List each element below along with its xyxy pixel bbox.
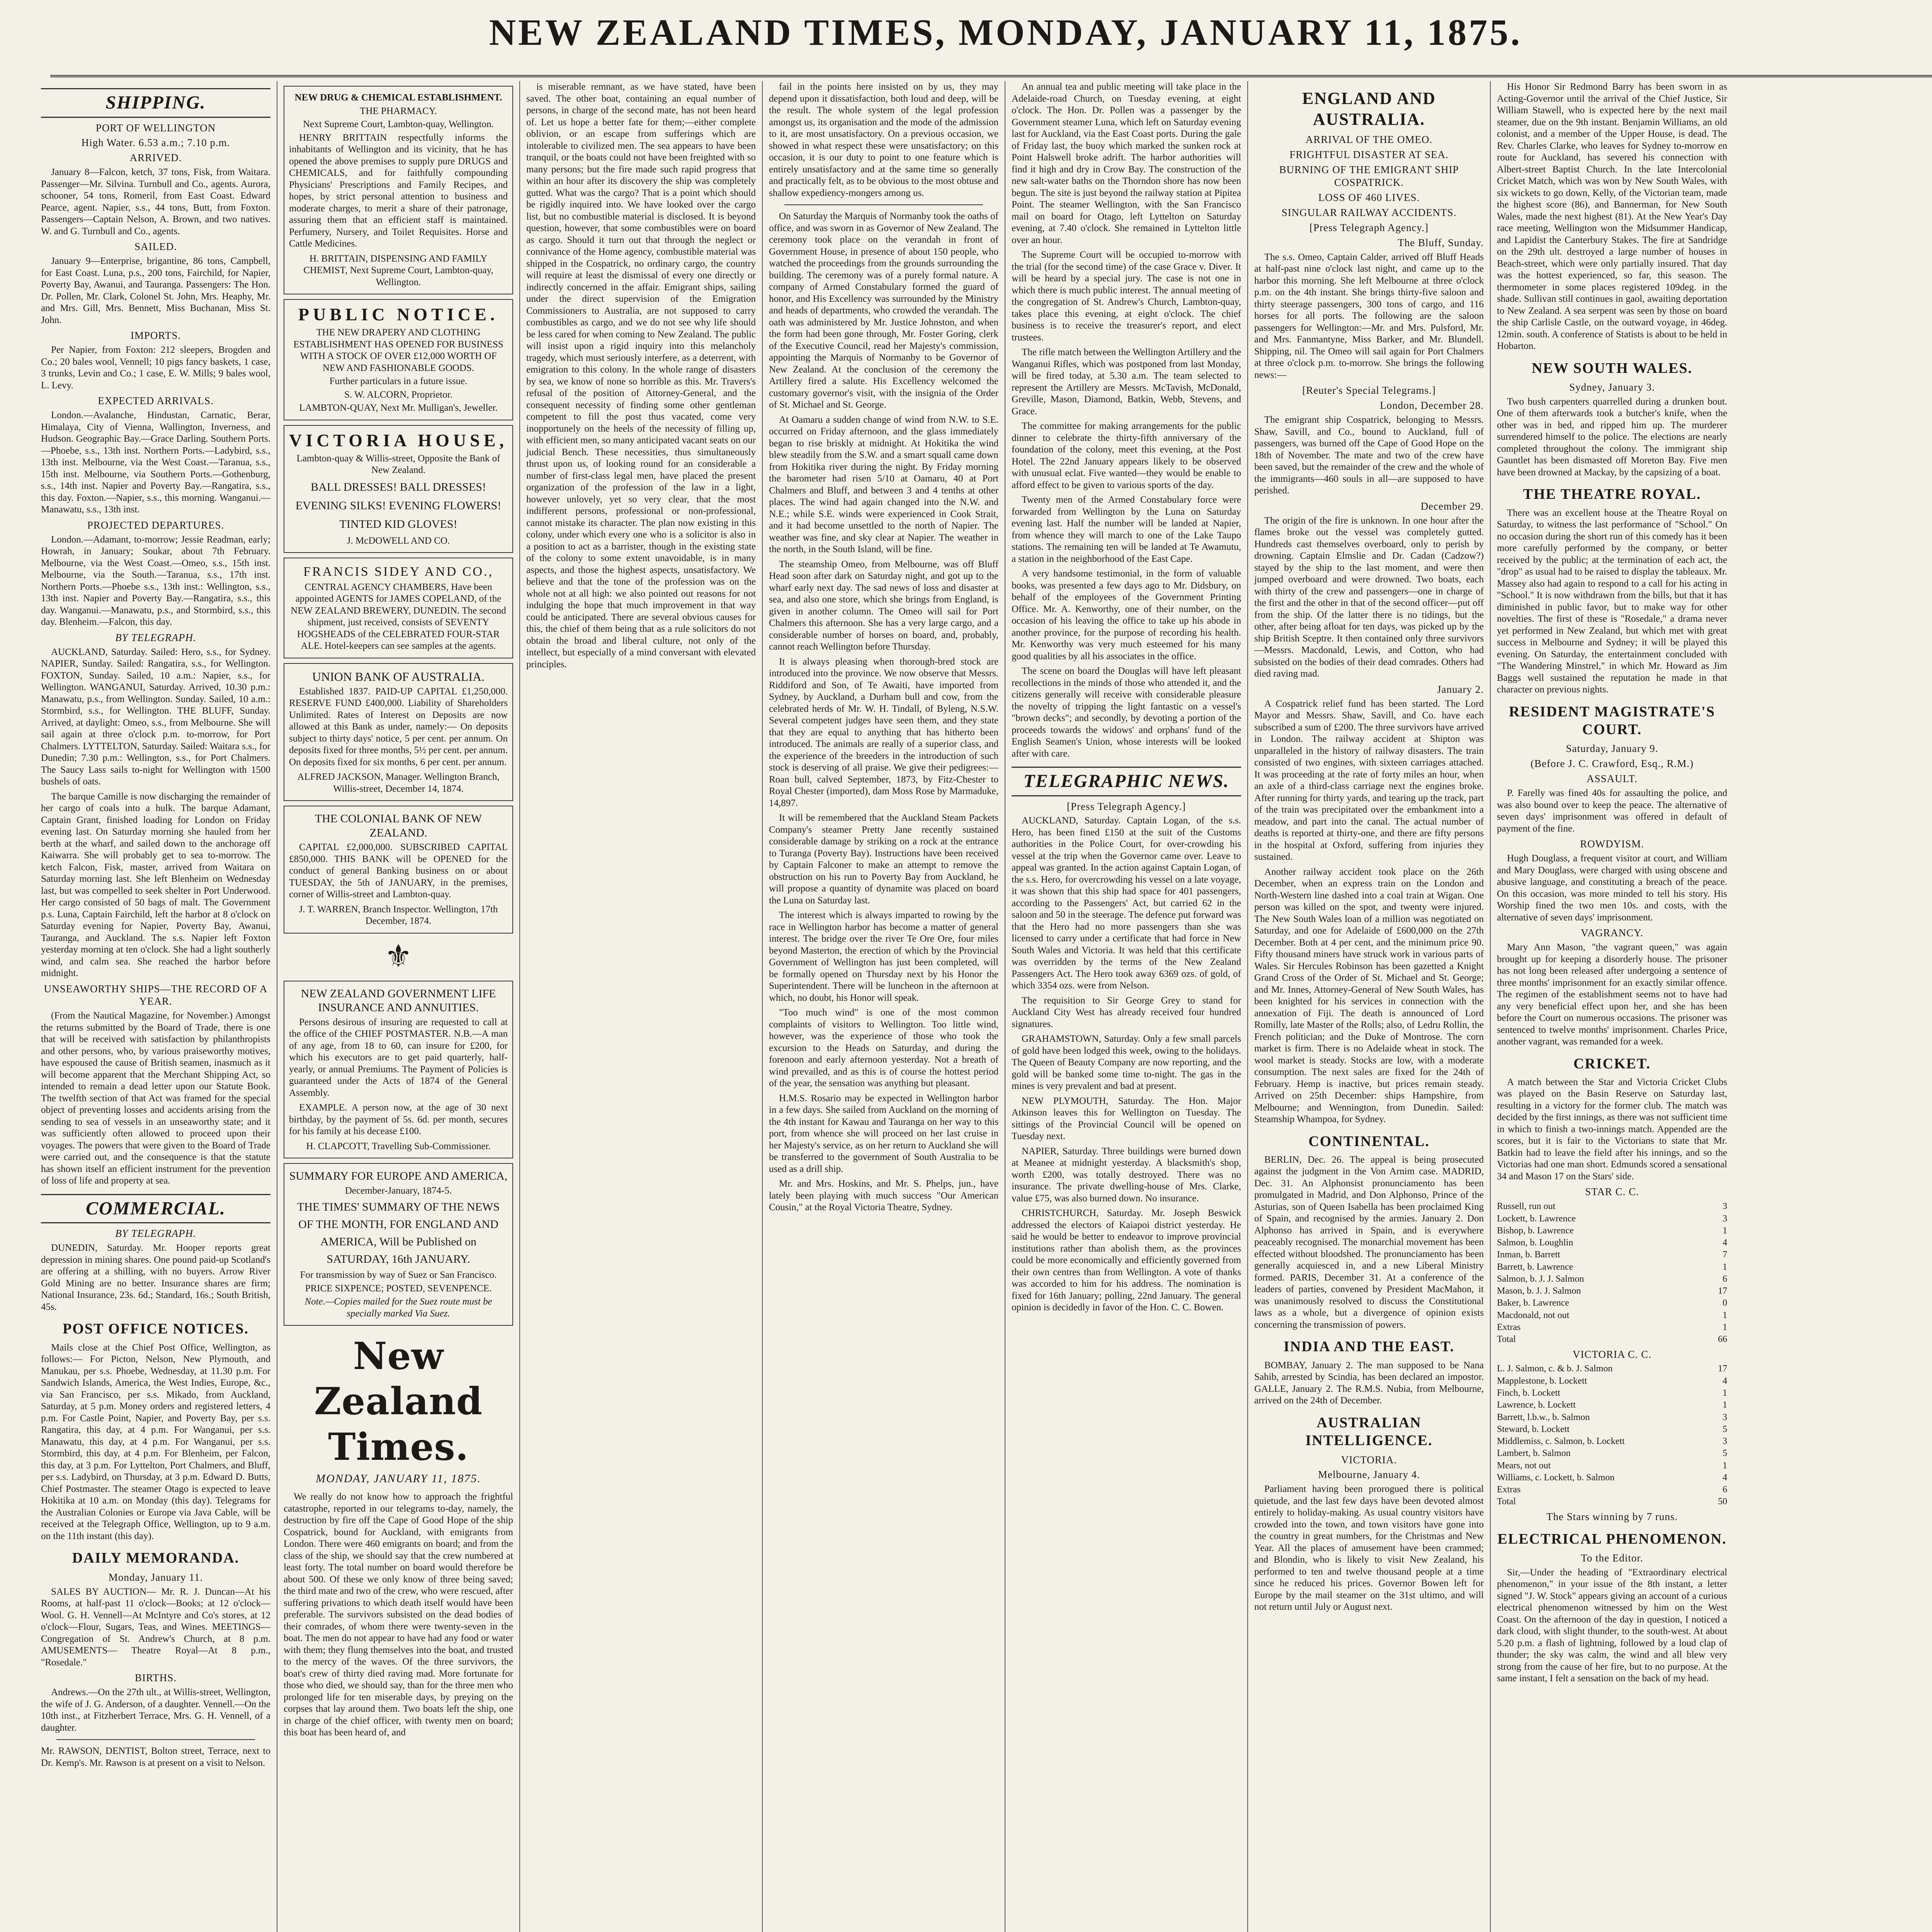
- divider: [56, 1739, 255, 1740]
- column-4: [763, 81, 1005, 1932]
- score-row: [1497, 1412, 1727, 1423]
- port-heading: PORT OF WELLINGTON: [95, 122, 216, 134]
- batsman-name: Finch, b. Lockett: [1497, 1388, 1560, 1398]
- victoria-sign: J. McDOWELL AND CO.: [347, 535, 450, 546]
- assault-heading: ASSAULT.: [1587, 773, 1638, 785]
- colonial-bank-advert: [284, 806, 513, 934]
- victoria-cc-heading: VICTORIA C. C.: [1572, 1348, 1652, 1360]
- memoranda-date: Monday, January 11.: [108, 1571, 203, 1583]
- public-heading: PUBLIC NOTICE.: [298, 304, 499, 324]
- victoria-text: Parliament having been prorogued there is political quietude, and the last few days have been devoted almost entirely to holiday-making. As usual country visitors have crowded into the town, and town visitors have gone into the country in great numbers, for the Christmas and New Year. All the places of amusement have been crammed; and Blondin, who is likely to visit New Zealand, his performed to ten and twelve thousand people at a time since he reduced his prices. Governor Bowen left for Europe by the mail steamer on the 31st ultimo, and will not return until July or August next.: [1254, 1484, 1484, 1612]
- postoffice-heading: POST OFFICE NOTICES.: [63, 1321, 249, 1337]
- newspaper-nameplate: New Zealand Times.: [314, 1334, 483, 1469]
- batsman-runs: 4: [1723, 1472, 1727, 1483]
- crest-icon: ⚜: [384, 939, 412, 974]
- nsw-heading: NEW SOUTH WALES.: [1531, 360, 1692, 376]
- rowdyism-heading: ROWDYISM.: [1580, 838, 1644, 850]
- nameplate-date: MONDAY, JANUARY 11, 1875.: [316, 1472, 481, 1485]
- relief-text: A Cospatrick relief fund has been started. The Lord Mayor and Messrs. Shaw, Savill, and Co. have each subscribed a sum of £200. The three survivors have arrived in London. The railway accident at Shipton was unparalleled in the history of railway disasters. The train consisted of two engines, with sixteen carriages attached. It was proceeding at the rate of forty miles an hour, when an axle of a third-class carriage next the engines broke. After running for thirty yards, and tearing up the track, part of the train was precipitated over the embankment into a meadow, and part into the canal. The actual number of deaths is reported at thirty-one, and there are fifty persons in the hospital at Oxford, suffering from injuries they sustained.: [1254, 698, 1484, 862]
- governor-text: On Saturday the Marquis of Normanby took the oaths of office, and was sworn in as Governor of New Zealand. The ceremony took place on the verandah in front of Government House, in presence of about 150 people, who watched the proceedings from the grounds surrounding the building. The ceremony was of a purely formal nature. A company of Armed Constabulary formed the guard of honor, and His Excellency was surrounded by the Ministry and heads of departments, who crowded the verandah. The oath was administered by Mr. Justice Johnston, and when the form had been gone through, Mr. Foster Goring, clerk of the Executive Council, read her Majesty's commission, appointing the Marquis of Normanby to be Governor of New Zealand. At the conclusion of the ceremony the Artillery fired a salute. His Excellency welcomed the customary governor's visit, with the insignia of the Order of St. Michael and St. George.: [769, 211, 998, 410]
- commercial-text: DUNEDIN, Saturday. Mr. Hooper reports great depression in mining shares. One pound paid-up Scotland's are offering at a shilling, with no buyers. Arrow River Gold Mining are no better. Insurance shares are firm; National Insurance, 23s. 6d.; Standard, 16s.; South British, 45s.: [41, 1243, 270, 1312]
- telegraphic-text: AUCKLAND, Saturday. Captain Logan, of the s.s. Hero, has been fined £150 at the suit of the Customs authorities in the Police Court, for over-crowding his vessel at the trip when the Governor came over. Leave to appeal was granted. In the action against Captain Logan, of the s.s. Hero, for overcrowding his vessel on a late voyage, it was shown that this ship had space for 401 passengers, according to the Passengers' Act, but carried 62 in the saloon and 50 in the steerage. The defence put forward was that the Hero had no more passengers than she was licensed to carry under a certificate that had force in New South Wales and Victoria. It was held that this certificate was overridden by the terms of the New Zealand Passengers Act. The Hero took away 6369 ozs. of gold, of which 3354 ozs. were from Nelson.: [1012, 815, 1241, 991]
- editorial-text: We really do not know how to approach the frightful catastrophe, reported in our telegrams to-day, namely, the destruction by fire off the Cape of Good Hope of the ship Cospatrick, bound for Auckland, with emigrants from London. There were 460 emigrants on board; and from the class of the ship, we should say that the crew numbered at least forty. The total number on board would therefore be about 500. Of these we only know of three being saved; the third mate and two of the crew, who were rescued, after suffering privations to which death itself would have been preferable. The survivors subsisted on the dead bodies of their comrades, of whom there were twenty-seven in the boat. The men do not appear to have had any food or water with them; they flung themselves into the boat, and trusted to the mercy of the waves. Of the three survivors, the boat's crew of thirty died raving mad. More fortunate for those who died, we should say, than for the three men who prolonged life for ten miserable days, by preying on the corpses that lay around them. Two boats left the ship, one in charge of the chief officer, with twenty men on board; this boat has been heard of, and: [284, 1492, 513, 1738]
- batsman-name: Baker, b. Lawrence: [1497, 1298, 1569, 1308]
- union-heading: UNION BANK OF AUSTRALIA.: [312, 669, 485, 684]
- life-example: EXAMPLE. A person now, at the age of 30 next birthday, by the payment of 5s. 6d. per month, secures for his family at his decease £100.: [289, 1102, 508, 1137]
- dinner-text: The committee for making arrangements for the public dinner to celebrate the thirty-fifth anniversary of the foundation of the colony, meet this evening, at the Post Hotel. The 22nd January appears likely to be observed with unusual eclat. Five wanted—they would be enable to afford effect to be given to various sports of the day.: [1012, 421, 1241, 490]
- place-label: The Bluff, Sunday.: [1398, 236, 1484, 248]
- colonial-heading: THE COLONIAL BANK OF NEW ZEALAND.: [315, 812, 482, 839]
- summary-advert: [284, 1163, 513, 1326]
- colonial-sign: J. T. WARREN, Branch Inspector. Wellington, 17th December, 1874.: [299, 904, 498, 927]
- star-scores: [1497, 1201, 1727, 1345]
- court-date: Saturday, January 9.: [1566, 743, 1658, 755]
- column-5: [1005, 81, 1248, 1932]
- summary-date: December-January, 1874-5.: [345, 1185, 452, 1196]
- victoria-scores: [1497, 1363, 1727, 1508]
- score-row: [1497, 1496, 1727, 1508]
- requisition-text: The requisition to Sir George Grey to stand for Auckland City West has already received four hundred signatures.: [1012, 995, 1241, 1029]
- rawson-notice: Mr. RAWSON, DENTIST, Bolton street, Terrace, next to Dr. Kemp's. Mr. Rawson is at present on a visit to Nelson.: [41, 1746, 270, 1768]
- births-heading: BIRTHS.: [134, 1672, 177, 1684]
- batsman-runs: 17: [1718, 1286, 1727, 1296]
- batsman-runs: 3: [1723, 1201, 1727, 1212]
- nsw-text: Two bush carpenters quarrelled during a drunken bout. One of them afterwards took a butcher's knife, when the other was in bed, and ripped him up. The murderer surrendered himself to the police. The elections are nearly completed throughout the colony. The immigrant ship Gauntlet has been dismasted off Moreton Bay. Five men have been drowned at Mackay, by the capsizing of a boat.: [1497, 396, 1727, 478]
- theatre-heading: THE THEATRE ROYAL.: [1523, 486, 1701, 503]
- public-text: THE NEW DRAPERY AND CLOTHING ESTABLISHMENT HAS OPENED FOR BUSINESS WITH A STOCK OF OVER £12,000 WORTH OF NEW AND FASHIONABLE GOODS.: [293, 327, 503, 373]
- summary-price: PRICE SIXPENCE; POSTED, SEVENPENCE.: [305, 1283, 492, 1294]
- batsman-name: Extras: [1497, 1485, 1521, 1495]
- public-note: Further particulars in a future issue.: [329, 376, 468, 387]
- life-insurance-advert: [284, 981, 513, 1159]
- memoranda-text: SALES BY AUCTION— Mr. R. J. Duncan—At his Rooms, at half-past 11 o'clock—Books; at 12 o'clock—Wool. G. H. Vennell—At McIntyre and Co's stores, at 12 o'clock—Flour, Sugars, Teas, and Wines. MEETINGS— Congregation of St. Andrew's Church, at 8 p.m. AMUSEMENTS— Theatre Royal—At 8 p.m., "Rosedale.": [41, 1586, 270, 1668]
- expected-heading: EXPECTED ARRIVALS.: [98, 395, 214, 407]
- batsman-name: Russell, run out: [1497, 1201, 1556, 1212]
- vagrancy-heading: VAGRANCY.: [1581, 927, 1643, 939]
- page-title: NEW ZEALAND TIMES, MONDAY, JANUARY 11, 1875.: [489, 12, 1522, 53]
- batsman-name: Macdonald, not out: [1497, 1310, 1570, 1320]
- steam-text: It will be remembered that the Auckland Steam Packets Company's steamer Pretty Jane recently sustained considerable damage by striking on a rock at the entrance to Turanga (Poverty Bay). Instructions have been received by Captain Falconer to make an attempt to remove the obstruction on his run to Poverty Bay from Auckland, he will propose a quantity of dynamite was placed on board the Luna on Saturday last.: [769, 813, 998, 906]
- score-row: [1497, 1484, 1727, 1496]
- continental-text: BERLIN, Dec. 26. The appeal is being prosecuted against the judgment in the Von Arnim case. MADRID, Dec. 31. An Alphonsist pronunciamento has been promulgated in Madrid, and Don Alphonso, Prince of the Asturias, son of Queen Isabella has been proclaimed King of Spain, and recognised by the armies. January 2. Don Alphonso has arrived in Spain, and is everywhere peaceably recognised. The monarchial movement has been effected without bloodshed. The pronunciamento has been generally acquiesced in, and a new Liberal Ministry formed. PARIS, December 31. At a conference of the leaders of parties, convened by President MacMahon, it was unanimously resolved to discuss the Constitutional laws as a whole, but a divergence of opinion exists concerning the transmission of powers.: [1254, 1154, 1484, 1330]
- testimonial-text: A very handsome testimonial, in the form of valuable books, was presented a few days ago to Mr. Didsbury, on behalf of the employees of the Government Printing Office. Mr. A. Kenworthy, one of their number, on the occasion of his leaving the office to take up his abode in another province, for the purpose of recording his health. Mr. Kenworthy was very much esteemed for his many good qualities by all his associates in the office.: [1012, 568, 1241, 662]
- batsman-name: Salmon, b. Loughlin: [1497, 1238, 1573, 1248]
- divider: [784, 204, 983, 205]
- plymouth-text: NEW PLYMOUTH, Saturday. The Hon. Major Atkinson leaves this for Wellington on Tuesday. The sittings of the Provincial Council will be opened on Tuesday next.: [1012, 1095, 1241, 1142]
- summary-heading: SUMMARY FOR EUROPE AND AMERICA,: [289, 1170, 508, 1183]
- batsman-name: Middlemiss, c. Salmon, b. Lockett: [1497, 1436, 1625, 1447]
- births-text: Andrews.—On the 27th ult., at Willis-street, Wellington, the wife of J. G. Anderson, of a daughter. Vennell.—On the 10th inst., at Fitzherbert Terrace, Mrs. G. H. Vennell, of a daughter.: [41, 1687, 270, 1733]
- cospatrick-sub: BURNING OF THE EMIGRANT SHIP COSPATRICK.: [1279, 164, 1459, 189]
- weather-text: At Oamaru a sudden change of wind from N.W. to S.E. occurred on Friday afternoon, and the glass immediately began to rise briskly at midnight. At Hokitika the wind blew steadily from the S.W. and a smart squall came down from Hokitika river during the night. By Friday morning the barometer had risen 5/10 at Oamaru, 40 at Port Chalmers and Bluff, and between 3 and 4 tenths at other places. The wind had again changed into the N.W. and N.E.; while S.E. winds were experienced in Cook Strait, and it had become unsettled to the north of Napier. The weather was fine, and sky clear at Napier. The weather in the north, in the South Island, will be fine.: [769, 414, 998, 554]
- score-row: [1497, 1460, 1727, 1472]
- victoria-heading: VICTORIA HOUSE,: [289, 430, 508, 450]
- score-row: [1497, 1387, 1727, 1399]
- projected-text: London.—Adamant, to-morrow; Jessie Readman, early; Howrah, in January; Soukar, about 7th February. Melbourne, via the West Coast.—Omeo, s.s., 15th inst. Melbourne, via the South.—Taranua, s.s., 17th inst. Northern Ports.—Phoebe s.s., 13th inst.: Wellington, s.s., 13th inst. Napier and Poverty Bay.—Rangatira, s.s., this day. Wanganui.—Manawatu, p.s., and Stormbird, s.s., this day. Blenheim.—Falcon, this day.: [41, 534, 270, 628]
- rowdyism-text: Hugh Douglass, a frequent visitor at court, and William and Mary Douglass, were charged with using obscene and abusive language, and constituting a breach of the peace. On this occasion, was more minded to tell his story. His Worship fined the two men 10s. and costs, with the alternative of seven days' imprisonment.: [1497, 853, 1727, 923]
- score-row: [1497, 1285, 1727, 1297]
- batsman-runs: 6: [1723, 1274, 1727, 1284]
- batsman-name: Williams, c. Lockett, b. Salmon: [1497, 1472, 1615, 1483]
- batsman-name: Lawrence, b. Lockett: [1497, 1400, 1576, 1410]
- score-row: [1497, 1310, 1727, 1321]
- score-row: [1497, 1333, 1727, 1345]
- drug-sub: THE PHARMACY.: [360, 105, 437, 116]
- batsman-runs: 50: [1718, 1497, 1727, 1507]
- summary-note: Note.—Copies mailed for the Suez route must be specially marked Via Suez.: [304, 1296, 492, 1319]
- batsman-name: Lockett, b. Lawrence: [1497, 1213, 1576, 1224]
- batsman-name: Barrett, b. Lawrence: [1497, 1262, 1573, 1272]
- theatre-text: There was an excellent house at the Theatre Royal on Saturday, to witness the last performance of "School." On no occasion during the short run of this comedy has it been more carefully performed by the company, or better received by the public; at the termination of each act, the "drop" as usual had to be raised to display the tableaux. Mr. Massey also had again to respond to a call for his acting in "School." It is now withdrawn from the bills, but that it has diminished in public favor, but to make way for other novelties. The first of these is "Rosedale," a drama never yet performed in New Zealand, but which met with great success in Melbourne and Sydney; it will be played this evening. On Saturday, the entertainment concluded with "The Wandering Minstrel," in which Mr. Howard as Jim Baggs well sustained the reputation he made in that character on previous nights.: [1497, 507, 1727, 695]
- telegraphic-heading: TELEGRAPHIC NEWS.: [1012, 767, 1241, 796]
- dec29-date: December 29.: [1420, 500, 1484, 512]
- assault-text: P. Farelly was fined 40s for assaulting the police, and was also bound over to keep the peace. The alternative of seven days' imprisonment was offered in default of payment of the fine.: [1497, 788, 1727, 834]
- sailed-text: January 9—Enterprise, brigantine, 86 tons, Campbell, for East Coast. Luna, p.s., 200 tons, Fairchild, for Napier, Poverty Bay, Awanui, and Tauranga. Passengers: The Hon. Dr. Pollen, Mr. Clark, Colonel St. John, Mrs. Heaphy, Mr. and Mrs. Gill, Mrs. Bennett, Miss Buchanan, Miss St. John.: [41, 256, 270, 325]
- victoria-section-heading: VICTORIA.: [1341, 1454, 1397, 1466]
- batsman-runs: 7: [1723, 1250, 1727, 1260]
- batsman-name: Mapplestone, b. Lockett: [1497, 1376, 1587, 1386]
- sailed-heading: SAILED.: [134, 241, 177, 253]
- score-row: [1497, 1472, 1727, 1484]
- batsman-runs: 66: [1718, 1334, 1727, 1345]
- score-row: [1497, 1375, 1727, 1387]
- fire-text: The origin of the fire is unknown. In one hour after the flames broke out the vessel was completely gutted. Hundreds cast themselves overboard, only to perish by drowning. Captain Elmslie and Dr. Cadan (Cadzow?) stayed by the ship to the last moment, and were then jumped overboard and were drowned. Two boats, each with thirty of the crew and passengers—one in charge of the first and the other in that of the second officer—put off from the ship. Of the latter there is no tidings, but the other, after being afloat for ten days, was picked up by the ship British Sceptre. It then contained only three survivors—Messrs. Macdonald, Lewis, and Cotton, who had subsisted on the bodies of their dead comrades. Others had died raving mad.: [1254, 515, 1484, 679]
- columns: [35, 81, 1932, 1932]
- expected-text: London.—Avalanche, Hindustan, Carnatic, Berar, Himalaya, City of Vienna, Wallington, Inverness, and Hudson. Geographic Bay.—Grace Darling. Southern Ports.—Phoebe, s.s., 13th inst. Northern Ports.—Ladybird, s.s., 13th inst. Melbourne, via the West Coast.—Taranua, s.s., 15th inst. Melbourne, via Southern Ports.—Gothenburg, s.s., 14th inst. Napier and Poverty Bay.—Rangatira, s.s., this day. Foxton.—Napier, s.s., this morning. Wanganui.—Manawatu, s.s., 13th inst.: [41, 410, 270, 515]
- life-text: Persons desirous of insuring are requested to call at the office of the CHIEF POSTMASTER. N.B.—A man of any age, from 18 to 60, can insure for £200, for which his executors are to get paid quarterly, half-yearly, or annual Premiums. The Payment of Policies is guaranteed under the Acts of 1874 of the General Assembly.: [289, 1017, 508, 1098]
- telegraphic-sub: [Press Telegraph Agency.]: [1066, 800, 1186, 812]
- telegraph-heading: BY TELEGRAPH.: [115, 631, 196, 643]
- batsman-name: Salmon, b. J. J. Salmon: [1497, 1274, 1584, 1284]
- court-heading: RESIDENT MAGISTRATE'S COURT.: [1509, 703, 1715, 738]
- batsman-runs: 1: [1723, 1310, 1727, 1320]
- life-heading: NEW ZEALAND GOVERNMENT LIFE INSURANCE AND ANNUITIES.: [301, 987, 496, 1014]
- column-1: [35, 81, 277, 1932]
- court-before: (Before J. C. Crawford, Esq., R.M.): [1531, 758, 1694, 770]
- cricket-result: The Stars winning by 7 runs.: [1546, 1510, 1678, 1522]
- colonial-text: CAPITAL £2,000,000. SUBSCRIBED CAPITAL £850,000. THIS BANK will be OPENED for the conduct of general Banking business on or about TUESDAY, the 5th of JANUARY, in the premises, corner of Willis-street and Lambton-quay.: [289, 842, 508, 900]
- rifle-text: The rifle match between the Wellington Artillery and the Wanganui Rifles, which was postponed from last Monday, will be fired today, at 5.30 a.m. The team selected to represent the Artillery are Messrs. McTavish, McDonald, Greville, Mason, Diamond, Batkin, Webb, Stevens, and Grace.: [1012, 347, 1241, 417]
- batsman-runs: 1: [1723, 1400, 1727, 1410]
- batsman-runs: 1: [1723, 1225, 1727, 1236]
- india-text: BOMBAY, January 2. The man supposed to be Nana Sahib, arrested by Scindia, has been declared an impostor. GALLE, January 2. The R.M.S. Nubia, from Melbourne, arrived on the 24th of December.: [1254, 1360, 1484, 1406]
- grahamstown-text: GRAHAMSTOWN, Saturday. Only a few small parcels of gold have been lodged this week, owing to the holidays. The Queen of Beauty Company are now reporting, and the gold will be banked some time to-night. The gas in the mines is very prevalent and bad at present.: [1012, 1034, 1241, 1092]
- armed-text: Twenty men of the Armed Constabulary force were forwarded from Wellington by the Luna on Saturday evening last. Half the number will be landed at Napier, from whence they will march to one of the Lake Taupo stations. The remaining ten will be landed at Te Awamutu, a station in the neighborhood of the East Cape.: [1012, 495, 1241, 564]
- score-row: [1497, 1249, 1727, 1261]
- batsman-runs: 3: [1723, 1412, 1727, 1422]
- wind-text: "Too much wind" is one of the most common complaints of visitors to Wellington. Too little wind, however, was the experience of those who took the excursion to the Heads on Saturday, and during the forenoon and early afternoon yesterday. Not a breath of wind prevailed, and as this is of course the hottest period of the year, the sensation was anything but pleasant.: [769, 1007, 998, 1088]
- score-row: [1497, 1201, 1727, 1213]
- court-text: The Supreme Court will be occupied to-morrow with the trial (for the second time) of the case Grace v. Diver. It will be heard by a special jury. The case is not one in which there is much public interest. The annual meeting of the congregation of St. Andrew's Church, Lambton-quay, takes place this evening, at eight o'clock. The chief business is to receive the treasurer's report, and elect trustees.: [1012, 250, 1241, 343]
- victoria-lines: BALL DRESSES! BALL DRESSES! EVENING SILKS! EVENING FLOWERS! TINTED KID GLOVES!: [295, 480, 502, 531]
- public-sign: S. W. ALCORN, Proprietor.: [344, 389, 452, 400]
- batsman-name: Mears, not out: [1497, 1460, 1551, 1471]
- christchurch-text: CHRISTCHURCH, Saturday. Mr. Joseph Beswick addressed the electors of Kaiapoi district yesterday. He said he would be better to endeavor to improve provincial institutions rather than abolish them, as the provinces could be more economically and efficiently governed from their own centres than from Wellington. A vote of thanks was accorded to him for his address. The nomination is fixed for 16th January; polling, 22nd January. The general opinion is decidedly in favor of the Hon. C. C. Bowen.: [1012, 1208, 1241, 1313]
- summary-text: THE TIMES' SUMMARY OF THE NEWS OF THE MONTH, FOR ENGLAND AND AMERICA, Will be Published on SATURDAY, 16th JANUARY.: [297, 1201, 500, 1266]
- batsman-runs: 1: [1723, 1388, 1727, 1398]
- score-row: [1497, 1297, 1727, 1309]
- public-address: LAMBTON-QUAY, Next Mr. Mulligan's, Jeweller.: [299, 403, 498, 413]
- score-row: [1497, 1321, 1727, 1333]
- score-row: [1497, 1261, 1727, 1273]
- jan2-date: January 2.: [1437, 683, 1484, 695]
- drug-text: HENRY BRITTAIN respectfully informs the inhabitants of Wellington and its vicinity, that he has opened the above premises to supply pure DRUGS and CHEMICALS, and for faithfully compounding Physicians' Prescriptions and Family Recipes, and hopes, by strict personal attention to business and moderate charges, to merit a share of their patronage, assuring them that an efficient staff is maintained. Perfumery, Nursery, and Toilet Requisites. Horse and Cattle Medicines.: [289, 132, 508, 249]
- sidey-text: CENTRAL AGENCY CHAMBERS, Have been appointed AGENTS for JAMES COPELAND, of the NEW ZEALAND BREWERY, DUNEDIN. The second shipment, just received, consists of SEVENTY HOGSHEADS of the CELEBRATED FOUR-STAR ALE. Hotel-keepers can see samples at the agents.: [291, 582, 506, 651]
- batsman-name: Barrett, l.b.w., b. Salmon: [1497, 1412, 1590, 1422]
- batsman-runs: 5: [1723, 1448, 1727, 1459]
- rosario-text: H.M.S. Rosario may be expected in Wellington harbor in a few days. She sailed from Auckland on the morning of the 4th instant for Kawau and Tauranga on her way to this port, from whence she will proceed on her last cruise in her Majesty's service, as on her return to Auckland she will be transferred to the government of South Australia to be used as a drill ship.: [769, 1093, 998, 1174]
- batsman-name: L. J. Salmon, c. & b. J. Salmon: [1497, 1364, 1613, 1374]
- drug-heading: NEW DRUG & CHEMICAL ESTABLISHMENT.: [294, 92, 502, 103]
- star-heading: STAR C. C.: [1585, 1186, 1639, 1198]
- batsman-name: Total: [1497, 1334, 1516, 1345]
- omeo-arrival-text: The s.s. Omeo, Captain Calder, arrived off Bluff Heads at half-past nine o'clock last night, and came up to the harbor this morning. She left Melbourne at three o'clock p.m. on the 4th instant. She brings thirty-five saloon and thirty steerage passengers, 300 tons of cargo, and 116 horses for all ports. The following are the saloon passengers for Wellington:—Mr. and Mrs. Pulsford, Mr. and Mrs. Fanmantyne, Miss Barker, and Mr. Blundell. Shipping, nil. The Omeo will sail again for Port Chalmers at three o'clock p.m. to-morrow. She brings the following news:—: [1254, 252, 1484, 380]
- sidey-heading: FRANCIS SIDEY AND CO.,: [303, 565, 493, 579]
- column-3: [520, 81, 763, 1932]
- drug-address: Next Supreme Court, Lambton-quay, Wellington.: [303, 119, 494, 129]
- memoranda-heading: DAILY MEMORANDA.: [72, 1550, 240, 1566]
- india-heading: INDIA AND THE EAST.: [1283, 1338, 1455, 1355]
- score-row: [1497, 1435, 1727, 1447]
- commercial-heading: COMMERCIAL.: [41, 1194, 270, 1224]
- unseaworthy-heading: UNSEAWORTHY SHIPS—THE RECORD OF A YEAR.: [44, 983, 268, 1007]
- batsman-runs: 1: [1723, 1460, 1727, 1471]
- cricket-heading: CRICKET.: [1573, 1055, 1651, 1072]
- batsman-name: Mason, b. J. J. Salmon: [1497, 1286, 1581, 1296]
- imports-heading: IMPORTS.: [130, 330, 181, 342]
- column-2: [277, 81, 520, 1932]
- imports-text: Per Napier, from Foxton: 212 sleepers, Brogden and Co.; 20 bales wool, Vennell; 10 pigs fancy baskets, 1 case, 3 trunks, Levin and Co.; 1 case, E. W. Mills; 9 bales wool, L. Levy.: [41, 345, 270, 391]
- local-intro-text: An annual tea and public meeting will take place in the Adelaide-road Church, on Tuesday evening, at eight o'clock. The Hon. Dr. Pollen was a passenger by the Government steamer Luna, which left on Saturday evening last for Auckland, via the East Coast ports. During the gale of Friday last, the buoy which marked the sunken rock at Point Halswell broke adrift. The harbor authorities will find it high and dry in Crow Bay. The construction of the new salt-water baths on the Thorndon shore has now been begun. The site is just beyond the railway station at Pipitea Point. The steamer Wellington, with the San Francisco mail on board for Otago, left Lyttelton on Saturday evening, at 7.40 o'clock. She remained in Lyttelton little over an hour.: [1012, 82, 1241, 245]
- life-sign: H. CLAPCOTT, Travelling Sub-Commissioner.: [306, 1141, 491, 1151]
- sidey-advert: [284, 558, 513, 658]
- cospatrick-text: The emigrant ship Cospatrick, belonging to Messrs. Shaw, Savill, and Co., bound to Auckland, full of passengers, was burned off the Cape of Good Hope on the 18th of November. The mate and two of the crew have been saved, but the remainder of the crew and the whole of the immigrants—460 souls in all—are supposed to have perished.: [1254, 415, 1484, 496]
- victoria-date: Melbourne, January 4.: [1318, 1469, 1420, 1481]
- nsw-date: Sydney, January 3.: [1569, 381, 1655, 393]
- public-notice-advert: [284, 299, 513, 420]
- batsman-runs: 3: [1723, 1213, 1727, 1224]
- editorial-continued: is miserable remnant, as we have stated, have been saved. The other boat, containing an equal number of persons, in charge of the second mate, has not been heard of. Let us hope a better fate for them;—either complete oblivion, or an escape from sufferings which are intolerable to civilized men. The sea appears to have been tranquil, or the boats could not have been freighted with so many persons; but the fire made such rapid progress that within an hour after its discovery the ship was completely gutted. What was the cargo? That is a point which should be rigidly inquired into. We have looked over the cargo list, but no combustible material is disclosed. It is beyond question, however, that some combustibles were on board as cargo. Should it turn out that through the neglect or connivance of the Home agency, combustible material was shipped in the Cospatrick, no ordinary cargo, the country will require at least the dismissal of every one directly or indirectly concerned in the affair. Emigrant ships, sailing under the direct supervision of the Emigration Commissioners to Australia, are not supposed to carry combustibles as cargo, and we do not see why life should be less cared for when coming to New Zealand. The public will insist upon a rigid inquiry into this melancholy tragedy, which must seriously interfere, as a deterrent, with emigration to this colony. In the whole range of disasters by sea, we know of none so horrible as this. Mr. Travers's refusal of the position of Attorney-General, and the consequent necessity of finding some other gentleman competent to fill the post thus vacated, come very inopportunely on the heels of the necessity of filling up, with efficient men, so many anticipated vacant seats on our judicial Bench. These necessities, thus simultaneously thrust upon us, of looking round for an considerable a number of first-class legal men, have placed the present organization of the profession of the law in a light, however unlovely, yet so very clear, that the most indifferent persons, professional or non-professional, cannot mistake its character. The plan now existing in this colony, under which every one who is a solicitor is also in a position to act as a barrister, though in the existing state of the colony to some extent unavoidable, is in many aspects, and those the highest aspects, unsatisfactory. We believe and that the tone of the profession was on the whole not at all high: we also pointed out reasons for not indulging the hope that much improvement in that way could be anticipated. There are several obvious causes for this, the chief of them being that as a rule solicitors do not obtain the broad and liberal culture, not only of the intellect, but especially of a mind conversant with elevated principles.: [526, 82, 756, 670]
- agency-label: [Press Telegraph Agency.]: [1309, 221, 1429, 233]
- batsman-name: Steward, b. Lockett: [1497, 1424, 1570, 1434]
- postoffice-text: Mails close at the Chief Post Office, Wellington, as follows:— For Picton, Nelson, New Plymouth, and Manukau, per s.s. Phoebe, Wednesday, at 11.30 p.m. For Sandwich Islands, America, the West Indies, Europe, &c., via San Francisco, per s.s. Mikado, from Auckland, Saturday, at 5 p.m. Money orders and registered letters, 4 p.m. For Castle Point, Napier, and Poverty Bay, per s.s. Rangatira, this day, at 4 p.m. For Wanganui, per s.s. Manawatu, this day, at 4 p.m. For Wanganui, per s.s. Stormbird, this day, at 4 p.m. For Blenheim, per Falcon, this day, at 3 p.m. For Lyttelton, Port Chalmers, and Bluff, per s.s. Ladybird, on Thursday, at 3 p.m. Edward D. Butts, Chief Postmaster. The steamer Otago is expected to leave Hokitika at 10 a.m. on Monday (this day). Telegrams for the Australian Colonies or Europe via Java Cable, will be received at the Telegraph Office, Wellington, up to 9 a.m. on the 11th instant (this day).: [41, 1342, 270, 1541]
- england-heading: ENGLAND AND AUSTRALIA.: [1302, 89, 1436, 129]
- column-7: [1491, 81, 1733, 1932]
- electrical-to: To the Editor.: [1581, 1552, 1643, 1564]
- omeo-sub: ARRIVAL OF THE OMEO.: [1305, 134, 1433, 146]
- unseaworthy-text: (From the Nautical Magazine, for November.) Amongst the returns submitted by the Board of Trade, there is one that will be received with satisfaction by philanthropists and other persons, who, by various praiseworthy motives, have espoused the cause of British seamen, inasmuch as it will become apparent that the Merchant Shipping Act, so intended to remain a dead letter upon our Statute Book. The twelfth section of that Act was framed for the special object of preventing losses and accidents arising from the sending to sea of vessels in an unseaworthy state; and it was sufficiently often allowed to proceed upon their voyages. The powers that were given to the Board of Trade were carried out, and the consequence is that the statute has shown itself an efficient instrument for the prevention of loss of life and property at sea.: [41, 1010, 270, 1186]
- electrical-heading: ELECTRICAL PHENOMENON.: [1497, 1531, 1727, 1547]
- batsman-runs: 0: [1723, 1298, 1727, 1308]
- masthead-rule: [50, 75, 1932, 77]
- napier-text: NAPIER, Saturday. Three buildings were burned down at Meanee at midnight yesterday. A blacksmith's shop, worth £200, was totally destroyed. There was no insurance. The private dwelling-house of Mrs. Clarke, value £75, was also burned down. No insurance.: [1012, 1146, 1241, 1204]
- victoria-house-advert: [284, 425, 513, 553]
- column-6: [1248, 81, 1491, 1932]
- telegraph-text: AUCKLAND, Saturday. Sailed: Hero, s.s., for Sydney. NAPIER, Sunday. Sailed: Rangatira, s.s., for Wellington. FOXTON, Sunday. Sailed, 10 a.m.: Napier, s.s., for Wellington. WANGANUI, Saturday. Arrived, 10.30 p.m.: Manawatu, p.s., from Wellington. Sunday. Sailed, 10 a.m.: Stormbird, s.s., for Wellington. THE BLUFF, Sunday. Arrived, at daylight: Omeo, s.s., from Melbourne. She will sail again at three o'clock p.m. to-morrow, for Port Chalmers. LYTTELTON, Saturday. Sailed: Waitara s.s., for Dunedin; 7.30 p.m.: Wellington, s.s., for Port Chalmers. The Saucy Lass sails to-night for Wellington with 1500 bushels of oats.: [41, 646, 270, 787]
- disaster-sub: FRIGHTFUL DISASTER AT SEA.: [1289, 149, 1449, 161]
- union-text: Established 1837. PAID-UP CAPITAL £1,250,000. RESERVE FUND £400,000. Liability of Shareholders Unlimited. Rates of Interest on Deposits are now allowed at this Bank as under, namely:— On deposits subject to thirty days' notice, 5 per cent. per annum. On deposits fixed for three months, 5½ per cent. per annum. On deposits fixed for six months, 6 per cent. per annum.: [289, 686, 508, 767]
- batsman-runs: 4: [1723, 1376, 1727, 1386]
- stock-text: It is always pleasing when thorough-bred stock are introduced into the province. We now observe that Messrs. Riddiford and Son, of Te Awaiti, have imported from Sydney, by Auckland, a Durham bull and cow, from the celebrated herds of Mr. W. H. Tindall, of Byleng, N.S.W. Several competent judges have seen them, and they state that they are equal to anything that has hitherto been introduced. The animals are really of a superior class, and the experience of the breeders in the introduction of such stock is deserving of all praise. We give their pedigrees:—Roan bull, calved September, 1873, by Fitz-Chester to Royal Chester (imported), dam Moss Rose by Marmaduke, 14,897.: [769, 656, 998, 808]
- shipping-heading: SHIPPING.: [41, 88, 270, 118]
- omeo-text: The steamship Omeo, from Melbourne, was off Bluff Head soon after dark on Saturday night, and got up to the wharf early next day. The sad news of loss and disaster at sea, and also one store, which she brings from England, is given in another column. The Omeo will sail for Port Chalmers this afternoon. She has a very large cargo, and a considerable number of horses on board, and, probably, cannot reach Wellington before Thursday.: [769, 559, 998, 652]
- high-water: High Water. 6.53 a.m.; 7.10 p.m.: [81, 137, 230, 149]
- masthead: [0, 0, 1932, 79]
- batsman-runs: 4: [1723, 1238, 1727, 1248]
- drug-advert: [284, 86, 513, 294]
- commercial-sub: BY TELEGRAPH.: [115, 1228, 196, 1240]
- batsman-runs: 17: [1718, 1364, 1727, 1374]
- continental-heading: CONTINENTAL.: [1308, 1133, 1430, 1150]
- union-bank-advert: [284, 663, 513, 801]
- projected-heading: PROJECTED DEPARTURES.: [87, 519, 224, 531]
- arrived-text: January 8—Falcon, ketch, 37 tons, Fisk, from Waitara. Passenger—Mr. Silvina. Turnbull and Co., agents. Aurora, schooner, 54 tons, Romeril, from East Coast. Edward Pearce, agent. Napier, s.s., 44 tons, Butt, from Foxton. Passengers—Captain Nelson, A. Brown, and two natives. W. and G. Turnbull and Co., agents.: [41, 167, 270, 236]
- score-row: [1497, 1237, 1727, 1249]
- drug-sign: H. BRITTAIN, DISPENSING AND FAMILY CHEMIST, Next Supreme Court, Lambton-quay, Wellington.: [303, 253, 493, 287]
- score-row: [1497, 1273, 1727, 1285]
- batsman-name: Lambert, b. Salmon: [1497, 1448, 1571, 1459]
- score-row: [1497, 1225, 1727, 1237]
- electrical-text: Sir,—Under the heading of "Extraordinary electrical phenomenon," in your issue of the 8th instant, a letter signed "J. W. Stock" appears giving an account of a curious electrical phenomenon witnessed by him on the West Coast. On the afternoon of the day in question, I noticed a dark cloud, with slight thunder, to the south-west. At about 5.20 p.m. a flash of lightning, followed by a loud clap of thunder; the sky was calm, the wind and all blew very strong from the cause of her fire, but to no purpose. At the same instant, I felt a sensation on the back of my head.: [1497, 1567, 1727, 1684]
- editorial-end: fail in the points here insisted on by us, they may depend upon it dissatisfaction, both loud and deep, will be the result. The whole system of the legal profession amongst us, its organisation and the mode of the admission to it, are most unsatisfactory. On a previous occasion, we showed in what respect these were unsatisfactory; on this occasion, it is our duty to point to one feature which is entirely unsatisfactory and at the same time so generally and practically felt, as to be obvious to the most obtuse and shallow expediency-mongers among us.: [769, 82, 998, 198]
- batsman-name: Extras: [1497, 1322, 1521, 1333]
- douglas-text: The scene on board the Douglas will have left pleasant recollections in the minds of those who attended it, and the citizens generally will receive with considerable pleasure the novelty of tripping the light fantastic on a vessel's "brown decks"; and secondly, by devoting a portion of the proceeds towards the widows' and orphans' fund of the English Seamen's Union, whose interests will be looked after with care.: [1012, 666, 1241, 759]
- batsman-name: Total: [1497, 1497, 1516, 1507]
- score-row: [1497, 1447, 1727, 1459]
- summary-transmit: For transmission by way of Suez or San Francisco.: [300, 1270, 497, 1281]
- union-sign: ALFRED JACKSON, Manager. Wellington Branch, Willis-street, December 14, 1874.: [297, 772, 500, 794]
- railway-sub: SINGULAR RAILWAY ACCIDENTS.: [1281, 207, 1457, 219]
- victoria-address: Lambton-quay & Willis-street, Opposite the Bank of New Zealand.: [296, 453, 500, 476]
- victoria-news-text: His Honor Sir Redmond Barry has been sworn in as Acting-Governor until the arrival of the Chief Justice, Sir William Stawell, who is expected here by the next mail steamer, due on the 9th instant. Benjamin Williams, an old colonist, and a member of the Upper House, is dead. The Rev. Charles Clarke, who leaves for Sydney to-morrow en route for Auckland, has severed his connection with Albert-street Baptist Church. In the late Intercolonial Cricket Match, which was won by New South Wales, with six wickets to go down, Kelly, of the Victorian team, made the highest score (86), and Bannerman, for New South Wales, made the next highest (81). At the New Year's Day race meeting, Wellington won the Midsummer Handicap, and Lapidist the Canterbury Stakes. The fire at Sandridge on the 29th ult. destroyed a large number of houses in Beach-street, which were only partially insured. That day was the hottest experienced, so far, this season. The thermometer in some places registered 109deg. in the shade. Sullivan still continues in gaol, awaiting deportation to New Zealand. A sea serpent was seen by those on board the ship Carlisle Castle, on the outward voyage, in 46deg. 12min. south. A conference of Statists is about to be held in Hobarton.: [1497, 82, 1727, 351]
- arrived-heading: ARRIVED.: [129, 152, 182, 164]
- shipping-notes: The barque Camille is now discharging the remainder of her cargo of coals into a hulk. The barque Adamant, Captain Grant, finished loading for London on Friday evening last. On Saturday morning she hauled from her berth at the wharf, and sailed down to the anchorage off Kaiwarra. She will probably get to sea to-morrow. The ketch Falcon, Fisk, master, arrived from Waitara on Saturday morning last. She left Blenheim on Wednesday last, but was compelled to seek shelter in Port Underwood. Her cargo consisted of 50 bags of malt. The Government p.s. Luna, Captain Fairchild, left the harbor at 8 o'clock on Saturday evening for Napier, Poverty Bay, Awanui, Tauranga, and Auckland. The s.s. Napier left Foxton yesterday morning at ten o'clock. She had a light southerly wind, and calm sea. She reached the harbor before midnight.: [41, 791, 270, 979]
- reuter-label: [Reuter's Special Telegrams.]: [1302, 384, 1436, 396]
- score-row: [1497, 1213, 1727, 1225]
- loss-sub: LOSS OF 460 LIVES.: [1318, 192, 1420, 204]
- australian-heading: AUSTRALIAN INTELLIGENCE.: [1305, 1414, 1433, 1449]
- batsman-runs: 5: [1723, 1424, 1727, 1434]
- score-row: [1497, 1423, 1727, 1435]
- batsman-runs: 1: [1723, 1322, 1727, 1333]
- accident-text: Another railway accident took place on the 26th December, when an express train on the London and North-Western line dashed into a coal train at Wigan. One person was killed on the spot, and twenty were injured. The New South Wales loan of a million was negotiated on Saturday, and one for Adelaide of £600,000 on the 27th December. Both at 4 per cent, and the minimum price 90. Fifty thousand miners have struck work in various parts of Wales. Sir Hercules Robinson has been gazetted a Knight Grand Cross of the Order of St. Michael and St. George; and Mr. Innes, Attorney-General of New South Wales, has been knighted for his services in connection with the annexation of Fiji. The death is announced of Lord Romilly, late Master of the Rolls; also, of Ledru Rollin, the French politician; and the Duke of Montrose. The corn market is firm. There is no Adelaide wheat in stock. The wool market is steady. Stocks are low, with a moderate consumption. The next sales are fixed for the 24th of February. Hemp is inactive, but prices remain steady. Arrived on 25th December: ships Hampshire, from Melbourne; and Wennington, from Dunedin. Sailed: Steamship Whampoa, for Sydney.: [1254, 866, 1484, 1125]
- batsman-runs: 1: [1723, 1262, 1727, 1272]
- london-date: London, December 28.: [1380, 400, 1484, 412]
- hoskins-text: Mr. and Mrs. Hoskins, and Mr. S. Phelps, jun., have lately been playing with much success "Our American Cousin," at the Royal Victoria Theatre, Sydney.: [769, 1179, 998, 1213]
- batsman-runs: 3: [1723, 1436, 1727, 1447]
- batsman-name: Bishop, b. Lawrence: [1497, 1225, 1574, 1236]
- bridge-text: The interest which is always imparted to rowing by the race in Wellington harbor has become a matter of general interest. The bridge over the river Te Ore Ore, four miles beyond Masterton, the erection of which by the Provincial Government of Wellington has just been completed, will be formally opened on Thursday next by his Honor the Superintendent. There will be luncheon in the afternoon at which, no doubt, his Honor will speak.: [769, 910, 998, 1003]
- score-row: [1497, 1363, 1727, 1375]
- batsman-runs: 6: [1723, 1485, 1727, 1495]
- vagrancy-text: Mary Ann Mason, "the vagrant queen," was again brought up for keeping a disorderly house. The prisoner has not long been released after undergoing a sentence of three months' imprisonment for an exactly similar offence. The regimen of the establishment seems not to have had any very beneficial effect upon her, and she has been before the Court on numerous occasions. The prisoner was sentenced to twelve months' imprisonment. Charles Price, another vagrant, was remanded for a week.: [1497, 942, 1727, 1047]
- cricket-text: A match between the Star and Victoria Cricket Clubs was played on the Basin Reserve on Saturday last, resulting in a victory for the former club. The match was decided by the first innings, as there was not sufficient time in which to finish a two-innings match. Appended are the scores, but it is fair to the Victorians to state that Mr. Batkin had to leave the field after his innings, and so the Victorias had one man short. Edmunds scored a sensational 34 and Mason 17 on the Stars' side.: [1497, 1077, 1727, 1182]
- batsman-name: Inman, b. Barrett: [1497, 1250, 1560, 1260]
- score-row: [1497, 1399, 1727, 1411]
